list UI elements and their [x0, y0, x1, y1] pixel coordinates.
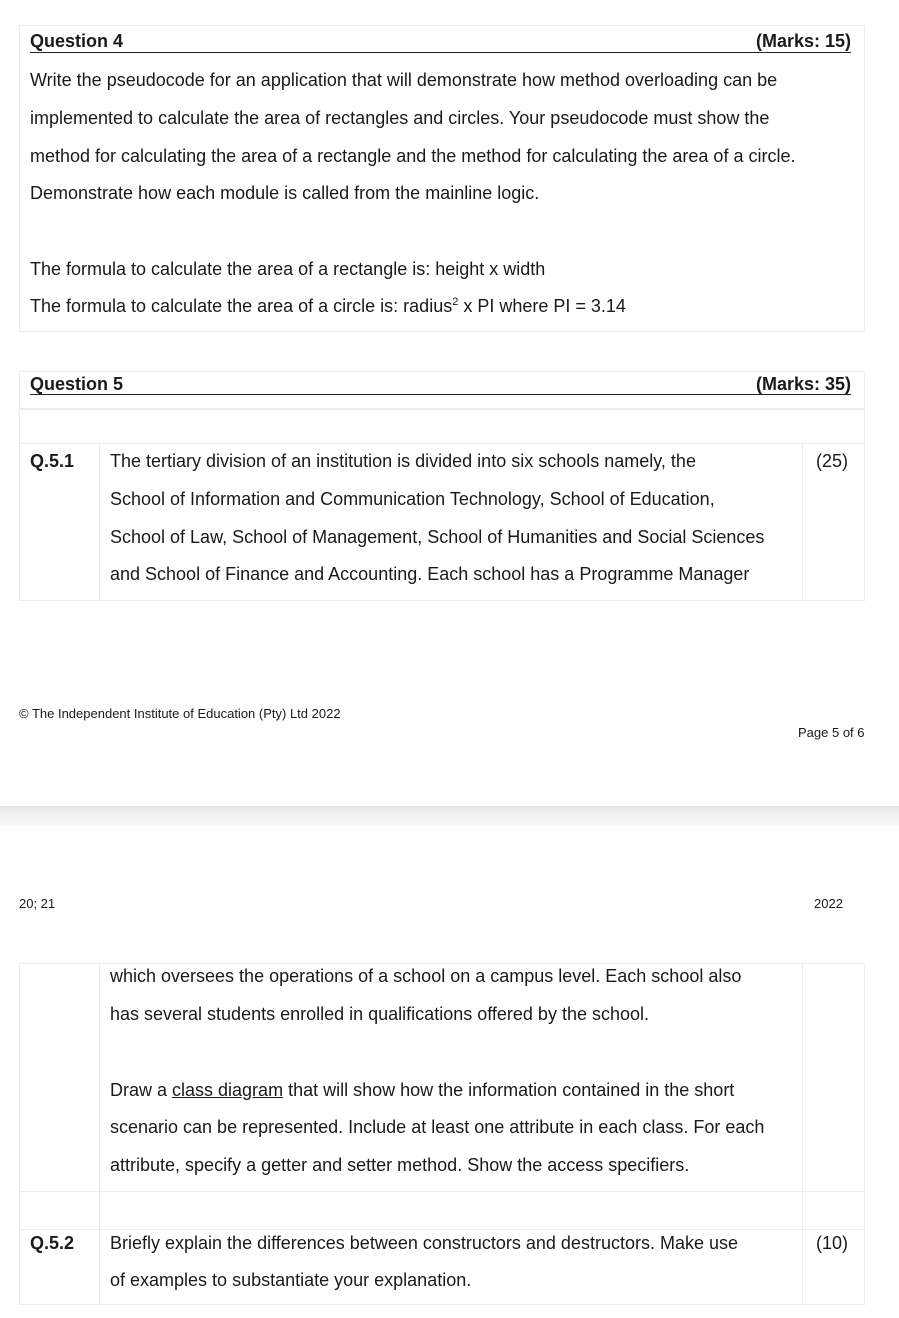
q51-number: Q.5.1 — [30, 451, 75, 471]
q51-line-4: and School of Finance and Accounting. Each school has a Programme Manager — [110, 564, 750, 584]
q52-line-2: of examples to substantiate your explanation. — [110, 1270, 472, 1290]
q4-formula-circle-superscript: 2 — [452, 296, 459, 308]
q51-col-divider-left — [99, 443, 100, 601]
q52-number: Q.5.2 — [30, 1233, 75, 1253]
header-left: 20; 21 — [19, 896, 56, 911]
q52-marks: (10) — [816, 1233, 849, 1253]
q51-line-1: The tertiary division of an institution is divided into six schools namely, the — [110, 451, 696, 471]
q51-col-divider-right — [802, 443, 803, 601]
header-right: 2022 — [814, 896, 843, 911]
page-break — [0, 806, 899, 826]
q51c-col-divider-right — [802, 963, 803, 1305]
footer-page-number: Page 5 of 6 — [798, 725, 865, 740]
q51-marks: (25) — [816, 451, 849, 471]
q51c-draw-prefix: Draw a — [110, 1080, 173, 1100]
q4-formula-circle-start: The formula to calculate the area of a circle is: radius — [30, 296, 453, 316]
q51-line-3: School of Law, School of Management, School of Humanities and Social Sciences — [110, 527, 765, 547]
q4-line-2: implemented to calculate the area of rectangles and circles. Your pseudocode must show the — [30, 108, 770, 128]
q51-table-divider — [19, 443, 865, 444]
question-5-header-box — [19, 371, 865, 409]
q51c-draw-line-3: attribute, specify a getter and setter method. Show the access specifiers. — [110, 1155, 690, 1175]
q4-line-1: Write the pseudocode for an application that will demonstrate how method overloading can be — [30, 70, 778, 90]
class-diagram-term: class diagram — [172, 1080, 284, 1100]
question-5-marks: (Marks: 35) — [755, 374, 851, 394]
q4-formula-circle-end: x PI where PI = 3.14 — [458, 296, 626, 316]
q51c-line-2: has several students enrolled in qualifications offered by the school. — [110, 1004, 649, 1024]
q51c-col-divider-left — [99, 963, 100, 1305]
q4-formula-circle — [30, 296, 626, 317]
question-4-title: Question 4 — [30, 31, 124, 51]
q51-line-2: School of Information and Communication Technology, School of Education, — [110, 489, 715, 509]
question-4-marks: (Marks: 15) — [755, 31, 851, 51]
question-5-rule — [30, 394, 851, 395]
q51c-row-divider-1 — [19, 1191, 865, 1192]
q51c-draw-line — [110, 1080, 734, 1101]
q51c-row-divider-2 — [19, 1229, 865, 1230]
q51c-draw-line-2: scenario can be represented. Include at least one attribute in each class. For each — [110, 1117, 765, 1137]
question-4-rule — [30, 52, 851, 53]
q51c-line-1: which oversees the operations of a school on a campus level. Each school also — [110, 966, 742, 986]
question-5-title: Question 5 — [30, 374, 124, 394]
footer-copyright: © The Independent Institute of Education (Pty) Ltd 2022 — [19, 706, 341, 721]
q4-line-4: Demonstrate how each module is called from the mainline logic. — [30, 183, 540, 203]
q51c-draw-suffix: that will show how the information contained in the short — [283, 1080, 735, 1100]
q4-formula-rectangle: The formula to calculate the area of a rectangle is: height x width — [30, 259, 546, 279]
q4-line-3: method for calculating the area of a rectangle and the method for calculating the area of a circle. — [30, 146, 796, 166]
q52-line-1: Briefly explain the differences between constructors and destructors. Make use — [110, 1233, 738, 1253]
